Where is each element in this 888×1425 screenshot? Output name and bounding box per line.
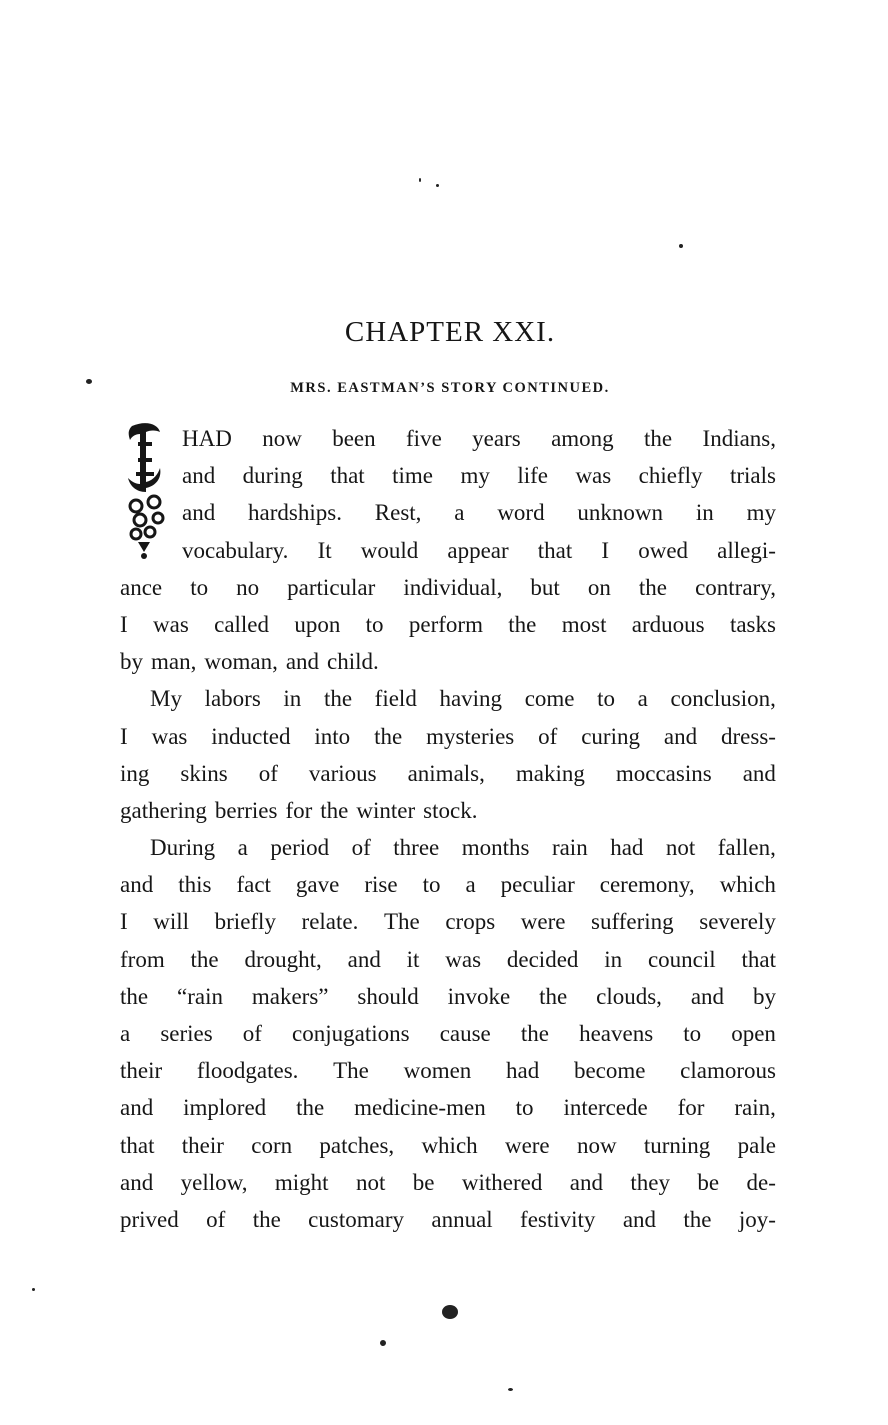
word: of bbox=[242, 1021, 262, 1046]
word: gave bbox=[295, 872, 340, 898]
word: man, bbox=[151, 649, 197, 675]
word: having bbox=[439, 686, 503, 712]
word: the bbox=[539, 983, 568, 1009]
word: Rest, bbox=[374, 500, 422, 526]
word: and bbox=[347, 946, 381, 972]
word: be bbox=[412, 1169, 435, 1195]
word: making bbox=[515, 760, 585, 786]
text-line bbox=[182, 420, 776, 457]
word: not bbox=[355, 1169, 386, 1195]
text-line bbox=[120, 1201, 776, 1238]
word: prived bbox=[120, 1206, 179, 1232]
word: makers” bbox=[251, 983, 329, 1009]
word: peculiar bbox=[500, 872, 575, 898]
word: yellow, bbox=[180, 1169, 248, 1195]
word: suffering bbox=[591, 909, 674, 935]
word: become bbox=[573, 1058, 646, 1084]
word: contrary, bbox=[695, 574, 776, 600]
ink-speck bbox=[86, 379, 92, 384]
word: crops bbox=[445, 909, 496, 935]
word: gathering bbox=[120, 797, 207, 823]
word: floodgates. bbox=[196, 1058, 299, 1084]
word: Indians, bbox=[702, 426, 776, 451]
word: clamorous bbox=[680, 1058, 776, 1084]
word: among bbox=[551, 426, 614, 451]
word: fact bbox=[236, 872, 271, 898]
word: had bbox=[610, 835, 644, 861]
word: trials bbox=[729, 463, 776, 489]
word: that bbox=[330, 463, 365, 489]
word: by bbox=[120, 649, 143, 675]
word: a bbox=[237, 835, 248, 861]
word: and bbox=[663, 723, 698, 749]
word: unknown bbox=[577, 500, 664, 526]
word: which bbox=[421, 1132, 478, 1158]
word: corn bbox=[251, 1132, 293, 1158]
word: it bbox=[406, 946, 420, 972]
text-line bbox=[120, 1052, 776, 1089]
word: the bbox=[252, 1206, 281, 1232]
word: in bbox=[283, 686, 302, 712]
word: turning bbox=[643, 1132, 711, 1158]
word: curing bbox=[581, 723, 640, 749]
word: I bbox=[120, 611, 128, 637]
word: dress- bbox=[721, 723, 776, 749]
word: which bbox=[719, 872, 776, 898]
ink-speck bbox=[679, 244, 683, 248]
word: that bbox=[537, 537, 573, 563]
word: hardships. bbox=[248, 500, 342, 526]
word: the bbox=[644, 426, 673, 451]
text-line bbox=[182, 494, 776, 531]
text-line bbox=[120, 941, 776, 978]
word: appear bbox=[447, 537, 509, 563]
word: had bbox=[506, 1058, 540, 1084]
word: during bbox=[242, 463, 303, 489]
word: the bbox=[683, 1206, 712, 1232]
word: of bbox=[258, 760, 278, 786]
text-line bbox=[120, 1164, 776, 1201]
word: severely bbox=[699, 909, 776, 935]
text-line bbox=[120, 569, 776, 606]
text-line bbox=[120, 643, 776, 680]
word: field bbox=[374, 686, 417, 712]
word: to bbox=[597, 686, 616, 712]
text-line bbox=[120, 1015, 776, 1052]
word: individual, bbox=[403, 574, 503, 600]
word: and bbox=[569, 1169, 603, 1195]
word: was bbox=[445, 946, 482, 972]
word: withered bbox=[461, 1169, 543, 1195]
word: council bbox=[647, 946, 716, 972]
ink-speck bbox=[508, 1388, 513, 1391]
word: intercede bbox=[563, 1095, 648, 1121]
text-line bbox=[120, 1127, 776, 1164]
word: a bbox=[465, 872, 476, 898]
word: will bbox=[153, 909, 190, 935]
word: The bbox=[333, 1058, 369, 1084]
word: particular bbox=[287, 574, 376, 600]
word: joy- bbox=[738, 1206, 776, 1232]
word: called bbox=[214, 611, 270, 637]
word: by bbox=[752, 983, 776, 1009]
word: now bbox=[262, 426, 302, 451]
word: for bbox=[677, 1095, 705, 1121]
chapter-subtitle: MRS. EASTMAN’S STORY CONTINUED. bbox=[290, 380, 610, 396]
word: chiefly bbox=[638, 463, 703, 489]
text-line bbox=[120, 755, 776, 792]
word: three bbox=[393, 835, 440, 861]
word: The bbox=[383, 909, 420, 935]
word: to bbox=[422, 872, 441, 898]
word: that bbox=[120, 1132, 155, 1158]
word: moccasins bbox=[615, 760, 712, 786]
word: years bbox=[472, 426, 521, 451]
text-line bbox=[120, 1089, 776, 1126]
word: the bbox=[190, 946, 219, 972]
text-line bbox=[120, 978, 776, 1015]
word: ceremony, bbox=[599, 872, 695, 898]
word: mysteries bbox=[426, 723, 515, 749]
word: of bbox=[206, 1206, 226, 1232]
word: life bbox=[517, 463, 548, 489]
word: upon bbox=[294, 611, 341, 637]
word: conclusion, bbox=[670, 686, 776, 712]
word: into bbox=[314, 723, 351, 749]
word: I bbox=[120, 723, 128, 749]
word: tasks bbox=[729, 611, 776, 637]
word: to bbox=[365, 611, 384, 637]
word: and bbox=[622, 1206, 657, 1232]
word: rain, bbox=[734, 1095, 776, 1121]
text-line bbox=[120, 718, 776, 755]
word: and bbox=[690, 983, 725, 1009]
word: de- bbox=[746, 1169, 776, 1195]
word: During bbox=[150, 835, 216, 861]
word: clouds, bbox=[596, 983, 662, 1009]
ink-speck bbox=[32, 1288, 35, 1291]
word: been bbox=[332, 426, 376, 451]
word: the bbox=[323, 686, 353, 712]
ink-speck bbox=[436, 184, 439, 187]
word: open bbox=[731, 1021, 776, 1046]
word: time bbox=[392, 463, 434, 489]
word: invoke bbox=[447, 983, 511, 1009]
word: stock. bbox=[423, 797, 478, 823]
word: most bbox=[561, 611, 607, 637]
word: a bbox=[454, 500, 465, 526]
word: months bbox=[461, 835, 530, 861]
word: a bbox=[120, 1021, 131, 1046]
word: their bbox=[181, 1132, 224, 1158]
word: and bbox=[742, 760, 776, 786]
word: decided bbox=[506, 946, 579, 972]
word: fallen, bbox=[717, 835, 776, 861]
chapter-title: CHAPTER XXI. bbox=[344, 316, 556, 348]
word: would bbox=[360, 537, 419, 563]
word: and bbox=[120, 1169, 154, 1195]
word: relate. bbox=[301, 909, 359, 935]
word: I bbox=[120, 909, 128, 935]
word: My bbox=[150, 686, 182, 712]
word: allegi- bbox=[717, 537, 776, 563]
word: series bbox=[160, 1021, 213, 1046]
word: to bbox=[683, 1021, 702, 1046]
word: should bbox=[357, 983, 419, 1009]
word: rain bbox=[551, 835, 588, 861]
text-line bbox=[120, 606, 776, 643]
word: be bbox=[697, 1169, 720, 1195]
ink-speck bbox=[419, 178, 421, 182]
text-line bbox=[120, 866, 776, 903]
word: were bbox=[520, 909, 566, 935]
word: skins bbox=[180, 760, 228, 786]
text-line bbox=[120, 792, 776, 829]
word: rise bbox=[364, 872, 398, 898]
word: five bbox=[406, 426, 442, 451]
word: owed bbox=[638, 537, 689, 563]
word: animals, bbox=[407, 760, 485, 786]
word: this bbox=[178, 872, 212, 898]
word: various bbox=[308, 760, 377, 786]
word: in bbox=[604, 946, 623, 972]
word: not bbox=[665, 835, 696, 861]
word: in bbox=[695, 500, 714, 526]
word: the bbox=[508, 611, 537, 637]
word: medicine-men bbox=[354, 1095, 486, 1121]
word: child. bbox=[327, 649, 379, 675]
word: festivity bbox=[520, 1206, 596, 1232]
word: and bbox=[182, 463, 216, 489]
word: and bbox=[120, 872, 154, 898]
word: berries bbox=[214, 797, 278, 823]
text-line bbox=[120, 903, 776, 940]
word: women bbox=[403, 1058, 472, 1084]
text-line bbox=[120, 829, 776, 866]
word: pale bbox=[737, 1132, 776, 1158]
ink-speck bbox=[380, 1340, 386, 1346]
word: might bbox=[274, 1169, 329, 1195]
word: and bbox=[182, 500, 216, 526]
ink-speck bbox=[442, 1305, 458, 1319]
word: inducted bbox=[211, 723, 291, 749]
word: implored bbox=[183, 1095, 267, 1121]
word: a bbox=[637, 686, 648, 712]
word: their bbox=[120, 1058, 163, 1084]
word: were bbox=[504, 1132, 550, 1158]
word: cause bbox=[439, 1021, 491, 1046]
word: the bbox=[374, 723, 403, 749]
word: the bbox=[320, 797, 349, 823]
word: my bbox=[746, 500, 776, 526]
word: ance bbox=[120, 574, 163, 600]
word: labors bbox=[204, 686, 261, 712]
word: drought, bbox=[244, 946, 322, 972]
word: customary bbox=[308, 1206, 404, 1232]
word: conjugations bbox=[292, 1021, 410, 1046]
word: from bbox=[120, 946, 165, 972]
word: patches, bbox=[319, 1132, 395, 1158]
word: no bbox=[236, 574, 260, 600]
text-line bbox=[182, 532, 776, 569]
word: for bbox=[285, 797, 313, 823]
word: was bbox=[153, 611, 189, 637]
word: they bbox=[630, 1169, 670, 1195]
word: period bbox=[270, 835, 330, 861]
word: arduous bbox=[631, 611, 705, 637]
word: winter bbox=[356, 797, 416, 823]
word: and bbox=[120, 1095, 154, 1121]
word: annual bbox=[431, 1206, 493, 1232]
text-line bbox=[182, 457, 776, 494]
word: HAD bbox=[182, 426, 232, 451]
word: briefly bbox=[214, 909, 276, 935]
word: the bbox=[120, 983, 149, 1009]
word: of bbox=[538, 723, 558, 749]
word: heavens bbox=[579, 1021, 654, 1046]
word: was bbox=[575, 463, 612, 489]
text-line bbox=[120, 680, 776, 717]
word: was bbox=[151, 723, 188, 749]
word: the bbox=[638, 574, 668, 600]
word: come bbox=[524, 686, 575, 712]
word: my bbox=[460, 463, 490, 489]
word: and bbox=[285, 649, 320, 675]
word: to bbox=[515, 1095, 534, 1121]
word: “rain bbox=[177, 983, 223, 1009]
word: vocabulary. bbox=[182, 537, 289, 563]
word: of bbox=[351, 835, 371, 861]
word: the bbox=[296, 1095, 325, 1121]
word: now bbox=[576, 1132, 617, 1158]
word: to bbox=[190, 574, 209, 600]
word: that bbox=[741, 946, 776, 972]
word: the bbox=[520, 1021, 549, 1046]
word: perform bbox=[408, 611, 483, 637]
word: ing bbox=[120, 760, 150, 786]
word: word bbox=[497, 500, 545, 526]
word: woman, bbox=[204, 649, 278, 675]
word: It bbox=[317, 537, 332, 563]
word: I bbox=[601, 537, 610, 563]
chapter-text bbox=[120, 420, 776, 1238]
word: on bbox=[587, 574, 611, 600]
word: but bbox=[530, 574, 560, 600]
